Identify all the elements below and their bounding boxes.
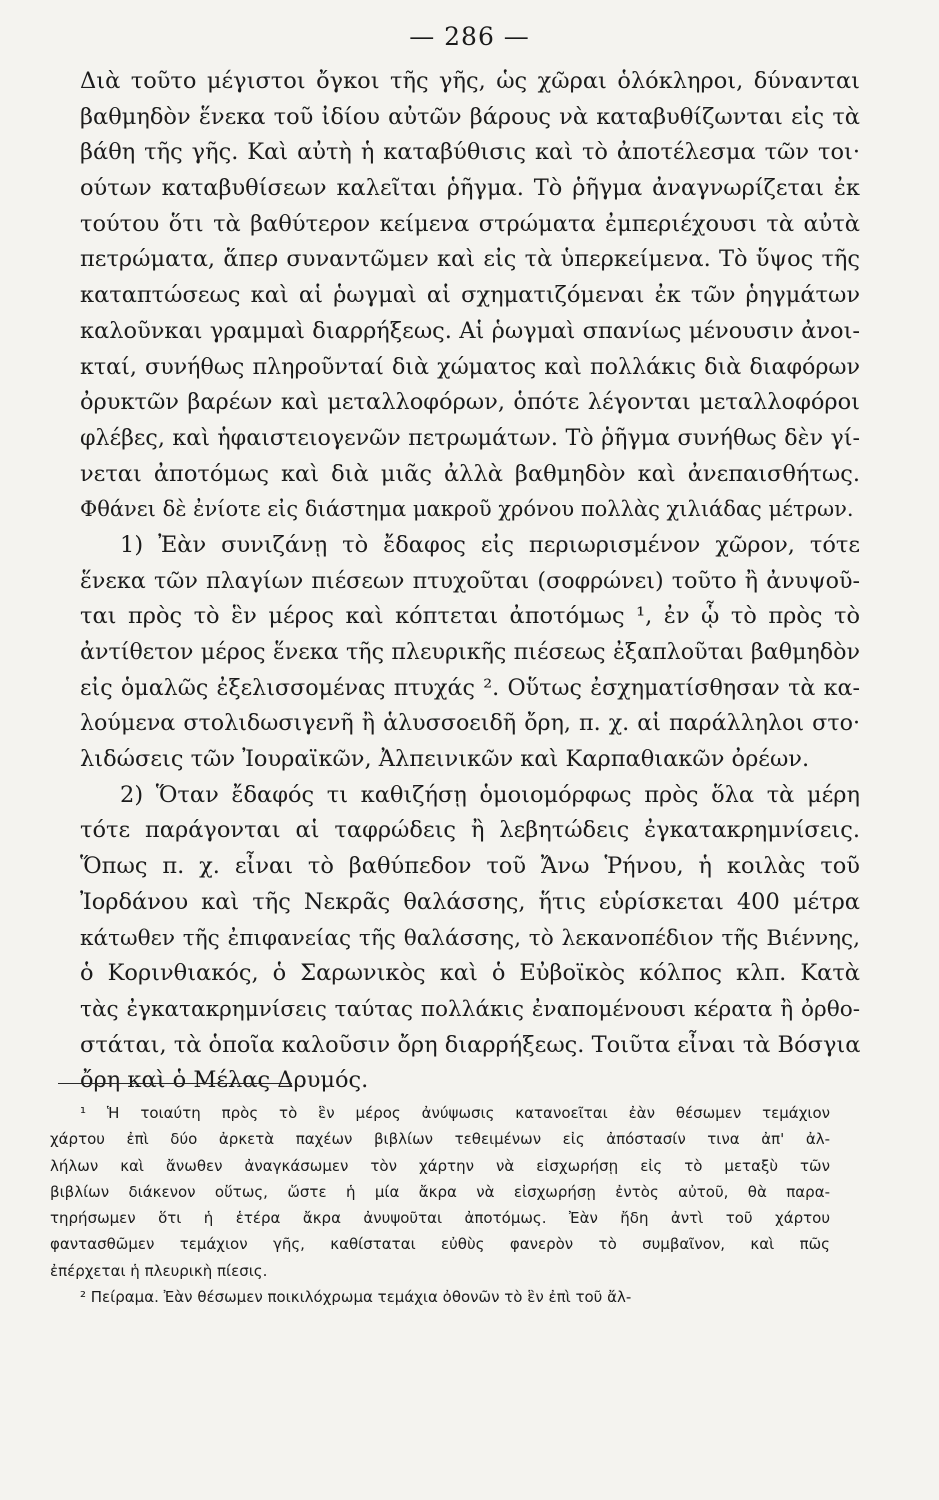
text-line: ούτων καταβυθίσεων καλεῖται ῥῆγμα. Τὸ ῥῆγμα ἀναγνωρίζεται ἐκ: [80, 175, 860, 202]
text-line: καταπτώσεως καὶ αἱ ῥωγμαὶ αἱ σχηματιζόμεναι ἐκ τῶν ῥηγμάτων: [80, 282, 860, 309]
footnote-1-line: ἐπέρχεται ἡ πλευρικὴ πίεσις.: [50, 1261, 268, 1280]
text-line: στάται, τὰ ὁποῖα καλοῦσιν ὄρη διαρρήξεως. Τοιῦτα εἶναι τὰ Βόσγια: [80, 1031, 861, 1058]
footnote-1-line: χάρτου ἐπὶ δύο ἀρκετὰ παχέων βιβλίων τεθειμένων εἰς ἀπόστασίν τινα ἀπ' ἀλ-: [50, 1130, 830, 1149]
text-line: ὁ Κορινθιακός, ὁ Σαρωνικὸς καὶ ὁ Εὐβοϊκὸς κόλπος κλπ. Κατὰ: [80, 960, 860, 987]
text-line: Διὰ τοῦτο μέγιστοι ὄγκοι τῆς γῆς, ὡς χῶραι ὁλόκληροι, δύνανται: [80, 68, 860, 94]
text-line-paragraph-1: 1) Ἐὰν συνιζάνῃ τὸ ἔδαφος εἰς περιωρισμένον χῶρον, τότε: [120, 531, 860, 558]
text-line: βάθη τῆς γῆς. Καὶ αὐτὴ ἡ καταβύθισις καὶ τὸ ἀποτέλεσμα τῶν τοι·: [80, 139, 860, 166]
text-line: ὀρυκτῶν βαρέων καὶ μεταλλοφόρων, ὁπότε λέγονται μεταλλοφόροι: [80, 389, 860, 416]
footnote-divider: [58, 1083, 292, 1084]
text-line: τότε παράγονται αἱ ταφρώδεις ἢ λεβητώδεις ἐγκατακρημνίσεις.: [80, 817, 860, 844]
text-line: Ὅπως π. χ. εἶναι τὸ βαθύπεδον τοῦ Ἄνω Ῥήνου, ἡ κοιλὰς τοῦ: [80, 853, 860, 880]
text-line: λιδώσεις τῶν Ἰουραϊκῶν, Ἀλπεινικῶν καὶ Καρπαθιακῶν ὀρέων.: [80, 746, 810, 773]
text-line: Ἰορδάνου καὶ τῆς Νεκρᾶς θαλάσσης, ἥτις εὑρίσκεται 400 μέτρα: [80, 888, 860, 915]
text-line: καλοῦνκαι γραμμαὶ διαρρήξεως. Αἱ ῥωγμαὶ σπανίως μένουσιν ἀνοι-: [80, 317, 860, 344]
footnote-1-line: τηρήσωμεν ὅτι ἡ ἑτέρα ἄκρα ἀνυψοῦται ἀποτόμως. Ἐὰν ἤδη ἀντὶ τοῦ χάρτου: [50, 1209, 830, 1228]
footnote-1-line: βιβλίων διάκενον οὕτως, ὥστε ἡ μία ἄκρα νὰ εἰσχωρήσῃ ἐντὸς αὐτοῦ, θὰ παρα-: [50, 1182, 830, 1201]
text-line: τὰς ἐγκατακρημνίσεις ταύτας πολλάκις ἐναπομένουσι κέρατα ἢ ὀρθο-: [80, 996, 860, 1022]
footnote-1-line: ¹ Ἡ τοιαύτη πρὸς τὸ ἓν μέρος ἀνύψωσις κατανοεῖται ἐὰν θέσωμεν τεμάχιον: [80, 1104, 830, 1122]
text-line: τούτου ὅτι τὰ βαθύτερον κείμενα στρώματα ἐμπεριέχουσι τὰ αὐτὰ: [80, 210, 860, 237]
text-line: ἕνεκα τῶν πλαγίων πιέσεων πτυχοῦται (σοφρώνει) τοῦτο ἢ ἀνυψοῦ-: [80, 567, 860, 594]
text-line: κάτωθεν τῆς ἐπιφανείας τῆς θαλάσσης, τὸ λεκανοπέδιον τῆς Βιέννης,: [80, 925, 860, 951]
text-line: λούμενα στολιδωσιγενῆ ἢ ἁλυσσοειδῆ ὄρη, π. χ. αἱ παράλληλοι στο·: [80, 710, 860, 737]
text-line: εἰς ὁμαλῶς ἐξελισσομένας πτυχάς ². Οὕτως ἐσχηματίσθησαν τὰ κα-: [80, 674, 860, 701]
text-line: νεται ἀποτόμως καὶ διὰ μιᾶς ἀλλὰ βαθμηδὸν καὶ ἀνεπαισθήτως.: [80, 460, 860, 487]
main-text: [80, 64, 860, 1099]
text-line: κταί, συνήθως πληροῦνταί διὰ χώματος καὶ πολλάκις διὰ διαφόρων: [80, 353, 860, 380]
text-line-paragraph-2: 2) Ὅταν ἔδαφός τι καθιζήσῃ ὁμοιομόρφως πρὸς ὅλα τὰ μέρη: [120, 781, 860, 808]
footnote-1-line: λήλων καὶ ἄνωθεν ἀναγκάσωμεν τὸν χάρτην νὰ εἰσχωρήσῃ εἰς τὸ μεταξὺ τῶν: [50, 1156, 830, 1175]
footnote-2-line: ² Πείραμα. Ἐὰν θέσωμεν ποικιλόχρωμα τεμάχια ὀθονῶν τὸ ἓν ἐπὶ τοῦ ἄλ-: [80, 1288, 632, 1307]
text-line: ὄρη καὶ ὁ Μέλας Δρυμός.: [80, 1067, 369, 1094]
footnotes: [50, 1100, 830, 1310]
text-line: ται πρὸς τὸ ἓν μέρος καὶ κόπτεται ἀποτόμως ¹, ἐν ᾧ τὸ πρὸς τὸ: [80, 603, 860, 630]
text-line: ἀντίθετον μέρος ἕνεκα τῆς πλευρικῆς πιέσεως ἐξαπλοῦται βαθμηδὸν: [80, 639, 860, 665]
text-line: βαθμηδὸν ἕνεκα τοῦ ἰδίου αὐτῶν βάρους νὰ καταβυθίζωνται εἰς τὰ: [80, 103, 860, 130]
page-number: — 286 —: [409, 22, 530, 51]
text-line: πετρώματα, ἅπερ συναντῶμεν καὶ εἰς τὰ ὑπερκείμενα. Τὸ ὕψος τῆς: [80, 246, 860, 273]
footnote-1-line: φαντασθῶμεν τεμάχιον γῆς, καθίσταται εὐθὺς φανερὸν τὸ συμβαῖνον, καὶ πῶς: [50, 1235, 830, 1254]
text-line: φλέβες, καὶ ἡφαιστειογενῶν πετρωμάτων. Τὸ ῥῆγμα συνήθως δὲν γί-: [80, 424, 860, 451]
text-line: Φθάνει δὲ ἐνίοτε εἰς διάστημα μακροῦ χρόνου πολλὰς χιλιάδας μέτρων.: [80, 497, 854, 522]
